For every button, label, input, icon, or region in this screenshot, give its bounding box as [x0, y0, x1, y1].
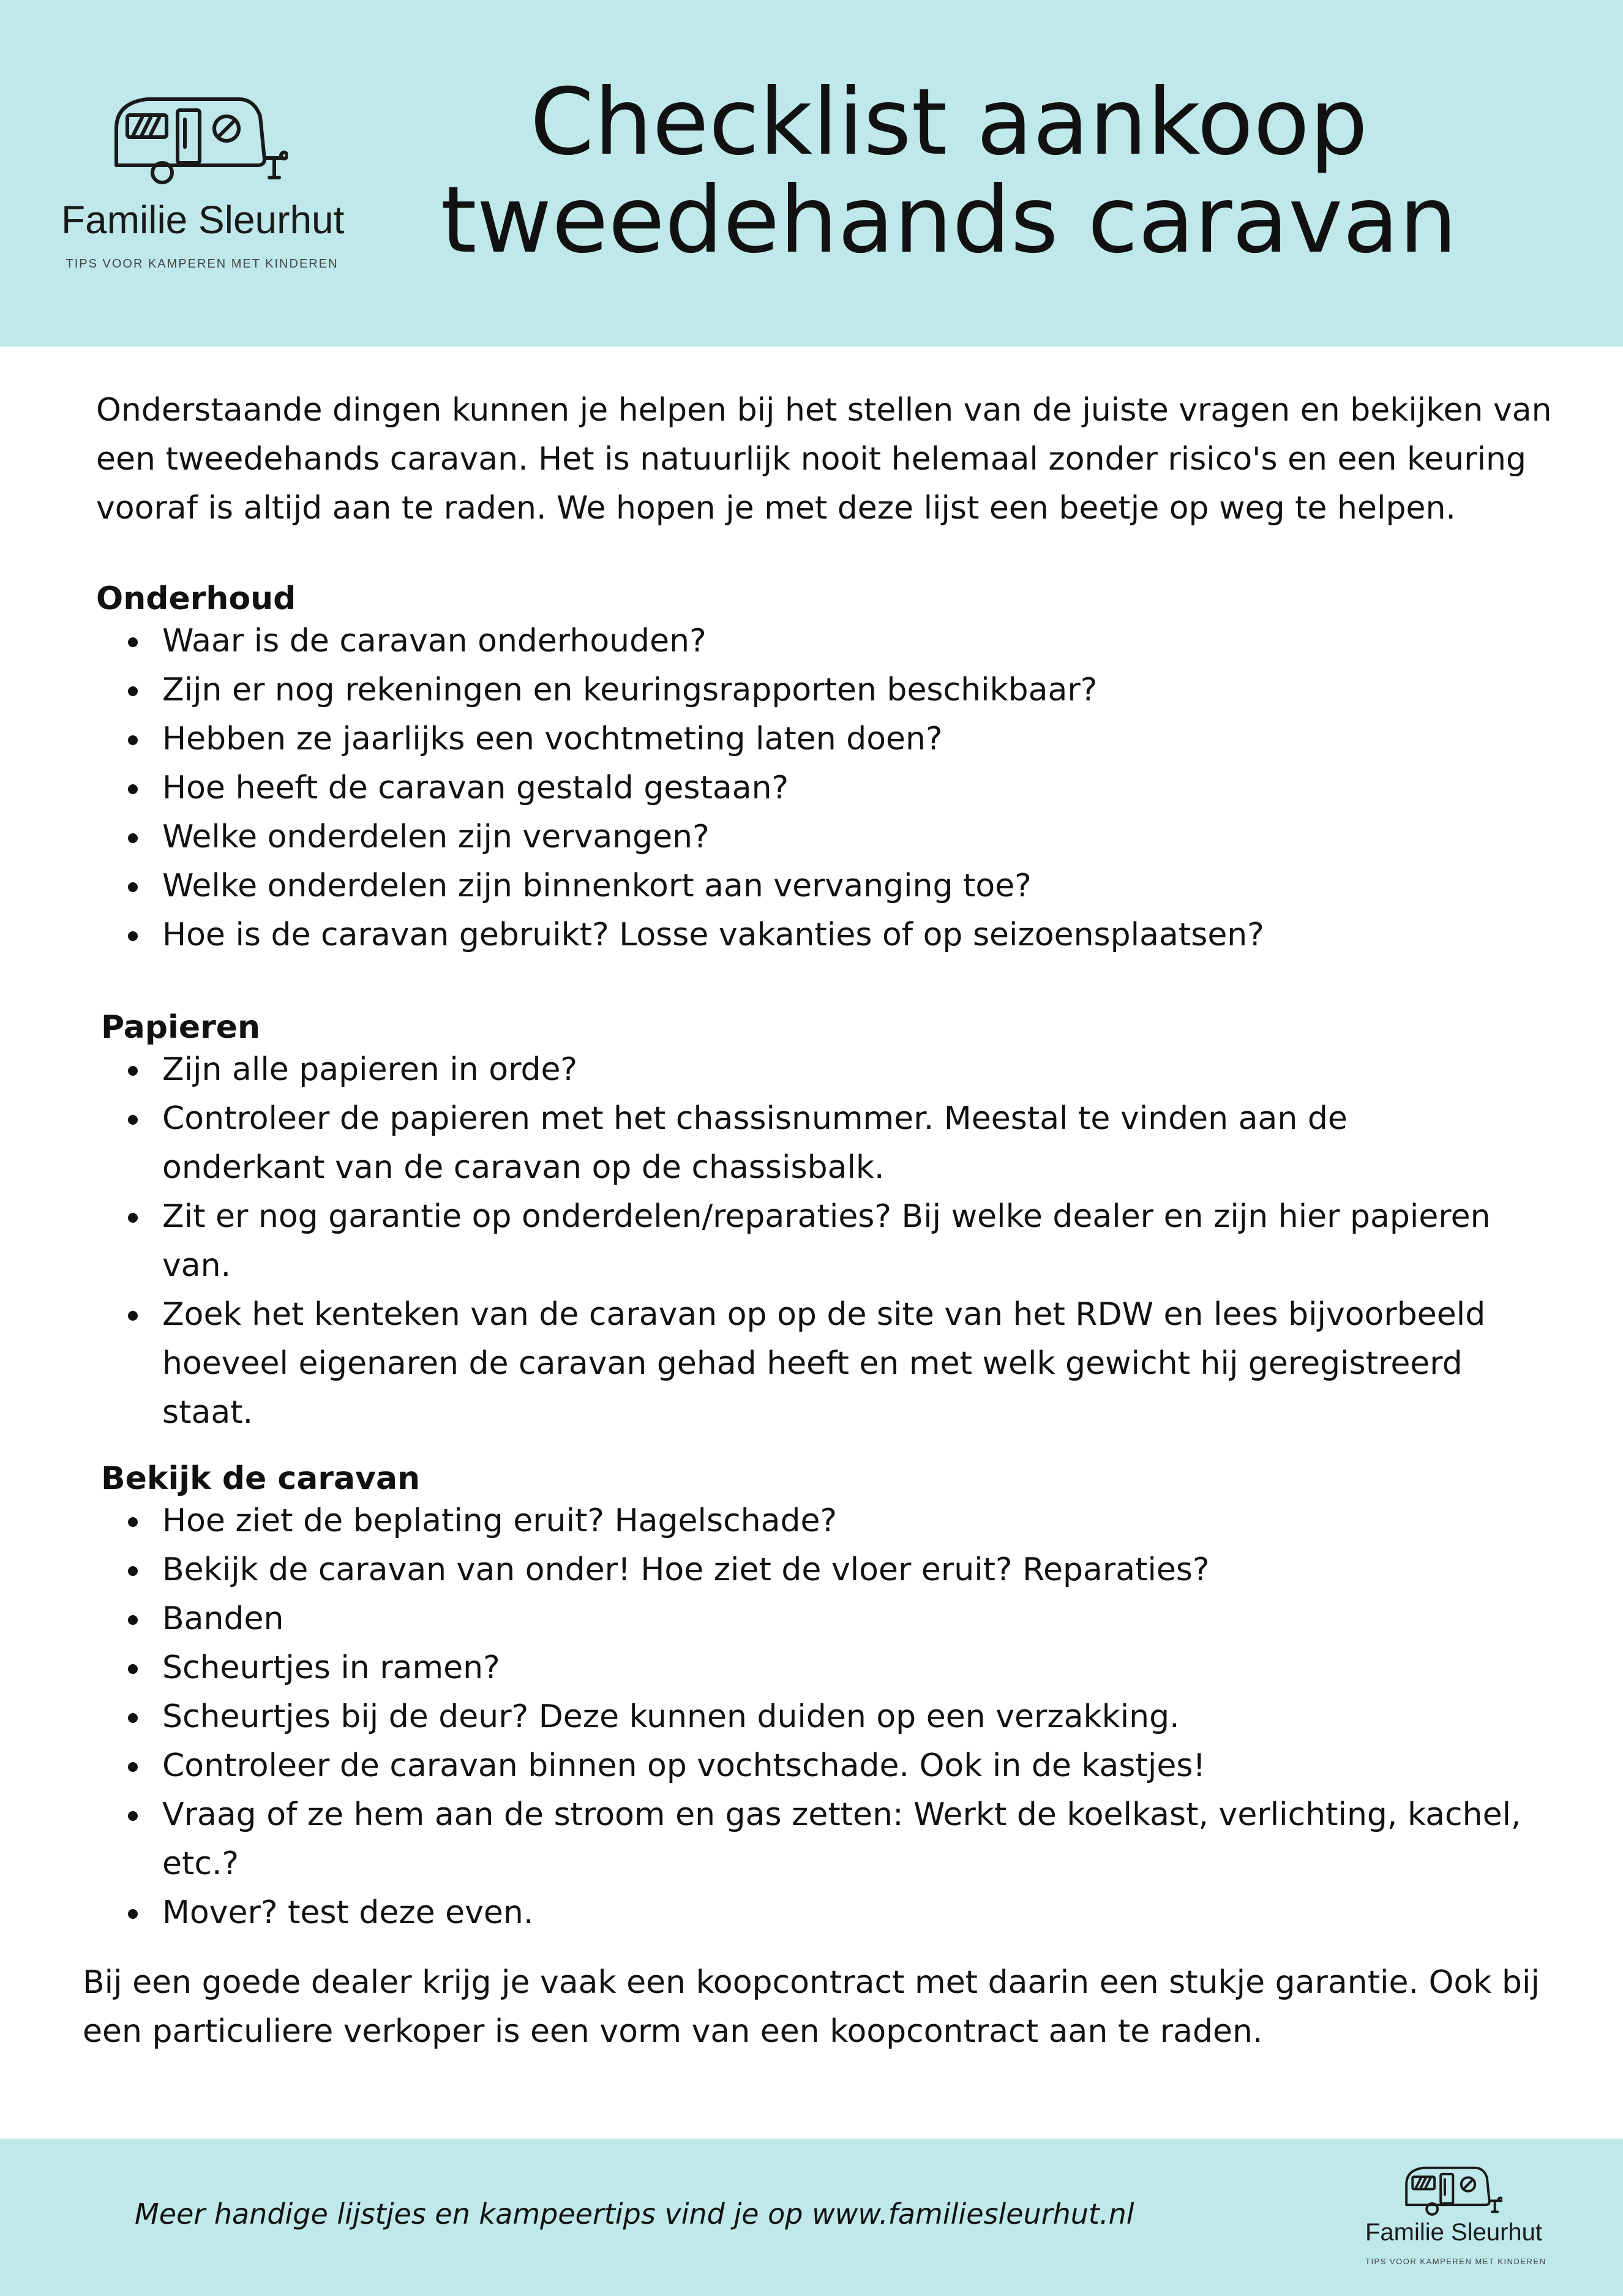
list-item: Scheurtjes bij de deur? Deze kunnen duiden op een verzakking. [126, 1692, 1595, 1741]
checklist-onderhoud [126, 617, 1534, 959]
list-item: Hoe heeft de caravan gestald gestaan? [126, 763, 1534, 812]
list-item: Zit er nog garantie op onderdelen/reparaties? Bij welke dealer en zijn hier papieren van. [126, 1192, 1497, 1290]
list-item: Controleer de papieren met het chassisnummer. Meestal te vinden aan de onderkant van de caravan op de chassisbalk. [126, 1094, 1497, 1192]
outro-paragraph: Bij een goede dealer krijg je vaak een koopcontract met daarin een stukje garantie. Ook bij een particuliere verkoper is een vorm van een koopcontract aan te raden. [83, 1964, 1540, 2050]
list-item: Waar is de caravan onderhouden? [126, 617, 1534, 666]
caravan-icon [104, 86, 288, 190]
list-item: Mover? test deze even. [126, 1888, 1595, 1937]
brand-tagline: TIPS VOOR KAMPEREN MET KINDEREN [66, 257, 339, 271]
list-item: Controleer de caravan binnen op vochtschade. Ook in de kastjes! [126, 1741, 1595, 1790]
section-title-onderhoud: Onderhoud [96, 580, 296, 617]
brand-tagline: TIPS VOOR KAMPEREN MET KINDEREN [1365, 2257, 1546, 2266]
title-line-1: Checklist aankoop [530, 69, 1368, 176]
brand-logo[interactable] [61, 86, 343, 282]
title-line-2: tweedehands caravan [440, 167, 1458, 274]
list-item: Vraag of ze hem aan de stroom en gas zetten: Werkt de koelkast, verlichting, kachel, etc.? [126, 1790, 1595, 1888]
checklist-bekijk [126, 1496, 1595, 1937]
list-item: Welke onderdelen zijn vervangen? [126, 812, 1534, 861]
section-title-papieren: Papieren [101, 1009, 261, 1046]
footer-text[interactable]: Meer handige lijstjes en kampeertips vind je op www.familiesleurhut.nl [135, 2197, 1134, 2230]
section-title-bekijk: Bekijk de caravan [101, 1460, 421, 1497]
footer-brand-logo[interactable] [1365, 2160, 1546, 2283]
checklist-papieren [126, 1045, 1497, 1437]
list-item: Scheurtjes in ramen? [126, 1643, 1595, 1692]
brand-name: Familie Sleurhut [1365, 2219, 1543, 2246]
list-item: Hoe is de caravan gebruikt? Losse vakanties of op seizoensplaatsen? [126, 910, 1534, 959]
list-item: Banden [126, 1594, 1595, 1643]
page-title [429, 69, 1469, 274]
list-item: Welke onderdelen zijn binnenkort aan vervanging toe? [126, 861, 1534, 910]
list-item: Zoek het kenteken van de caravan op op de site van het RDW en lees bijvoorbeeld hoeveel eigenaren de caravan gehad heeft en met welk gewicht hij geregistreerd staat. [126, 1290, 1497, 1437]
list-item: Hebben ze jaarlijks een vochtmeting laten doen? [126, 715, 1534, 763]
caravan-icon [1400, 2160, 1502, 2219]
list-item: Zijn er nog rekeningen en keuringsrapporten beschikbaar? [126, 666, 1534, 715]
list-item: Hoe ziet de beplating eruit? Hagelschade? [126, 1496, 1595, 1545]
brand-name: Familie Sleurhut [61, 198, 345, 242]
list-item: Bekijk de caravan van onder! Hoe ziet de vloer eruit? Reparaties? [126, 1545, 1595, 1594]
intro-paragraph: Onderstaande dingen kunnen je helpen bij het stellen van de juiste vragen en bekijken van een tweedehands caravan. Het is natuurlijk nooit helemaal zonder risico's en een keuring vooraf is altijd aan te raden. We hopen je met deze lijst een beetje op weg te helpen. [96, 392, 1552, 527]
list-item: Zijn alle papieren in orde? [126, 1045, 1497, 1094]
